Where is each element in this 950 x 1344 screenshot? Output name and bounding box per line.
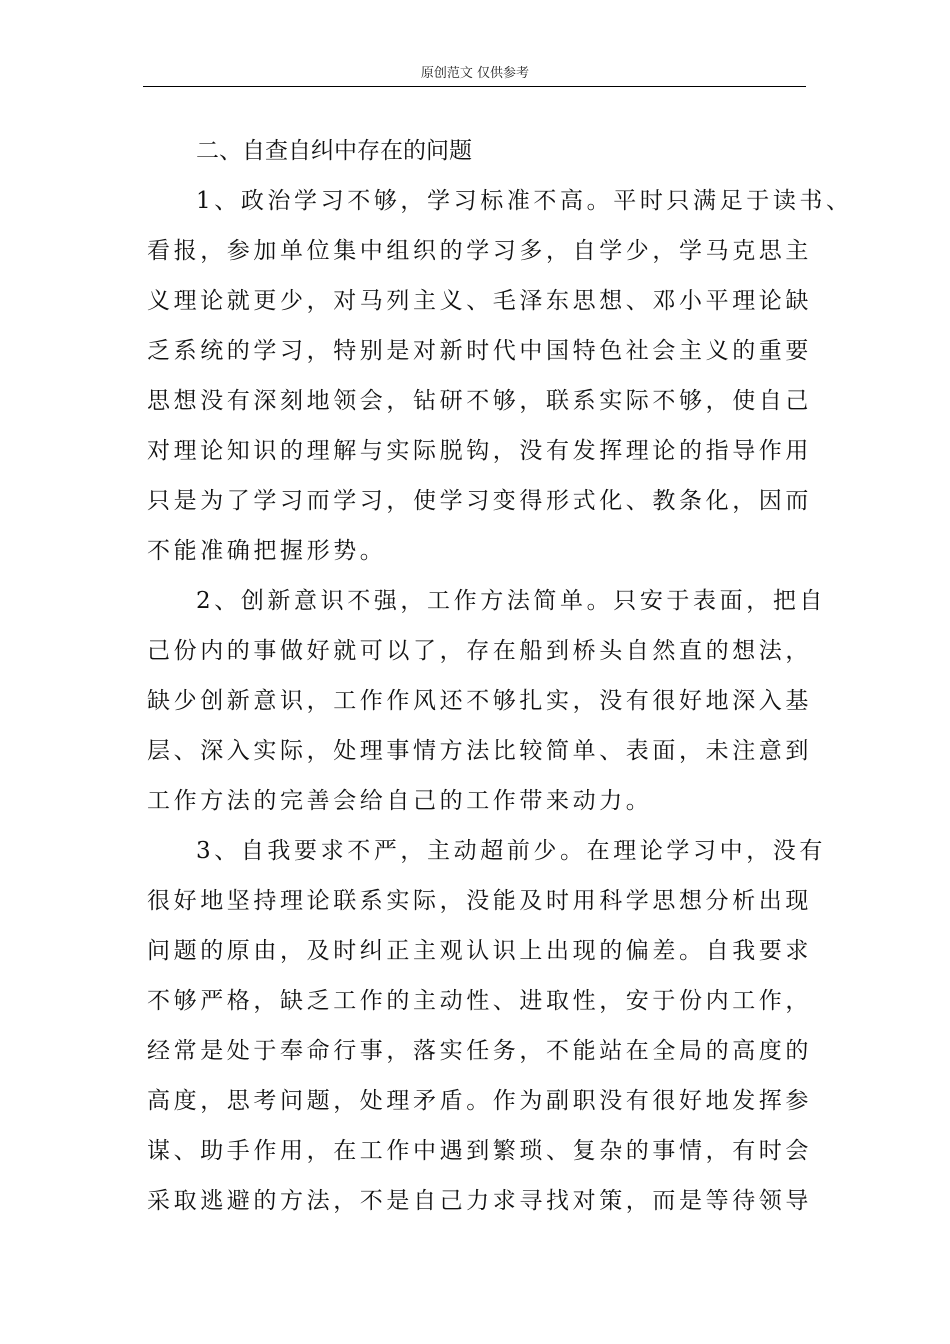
paragraph-3-line: 不够严格，缺乏工作的主动性、进取性，安于份内工作， xyxy=(147,988,812,1014)
paragraph-2-line: 2、创新意识不强，工作方法简单。只安于表面，把自 xyxy=(196,588,827,614)
paragraph-3-line: 3、自我要求不严，主动超前少。在理论学习中，没有 xyxy=(196,838,827,864)
paragraph-3-line: 问题的原由，及时纠正主观认识上出现的偏差。自我要求 xyxy=(147,938,812,964)
paragraph-3-line: 经常是处于奉命行事，落实任务，不能站在全局的高度的 xyxy=(147,1038,812,1064)
paragraph-1-line: 只是为了学习而学习，使学习变得形式化、教条化，因而 xyxy=(147,488,812,514)
paragraph-1-line: 看报，参加单位集中组织的学习多，自学少，学马克思主 xyxy=(147,238,812,264)
paragraph-1-line: 1、政治学习不够，学习标准不高。平时只满足于读书、 xyxy=(196,188,853,214)
paragraph-1-line: 乏系统的学习，特别是对新时代中国特色社会主义的重要 xyxy=(147,338,812,364)
paragraph-2-line: 层、深入实际，处理事情方法比较简单、表面，未注意到 xyxy=(147,738,812,764)
paragraph-1-line: 思想没有深刻地领会，钻研不够，联系实际不够，使自己 xyxy=(147,388,812,414)
paragraph-3-line: 谋、助手作用，在工作中遇到繁琐、复杂的事情，有时会 xyxy=(147,1138,812,1164)
paragraph-3-line: 高度，思考问题，处理矛盾。作为副职没有很好地发挥参 xyxy=(147,1088,812,1114)
paragraph-1-line: 对理论知识的理解与实际脱钩，没有发挥理论的指导作用 xyxy=(147,438,812,464)
header-divider xyxy=(143,86,806,87)
paragraph-1-line: 不能准确把握形势。 xyxy=(147,538,387,564)
paragraph-3-line: 采取逃避的方法，不是自己力求寻找对策，而是等待领导 xyxy=(147,1188,812,1214)
paragraph-2-line: 缺少创新意识，工作作风还不够扎实，没有很好地深入基 xyxy=(147,688,812,714)
paragraph-2-line: 工作方法的完善会给自己的工作带来动力。 xyxy=(147,788,653,814)
paragraph-2-line: 己份内的事做好就可以了，存在船到桥头自然直的想法， xyxy=(147,638,812,664)
page-header: 原创范文 仅供参考 xyxy=(420,66,530,81)
paragraph-3-line: 很好地坚持理论联系实际，没能及时用科学思想分析出现 xyxy=(147,888,812,914)
section-heading: 二、自查自纠中存在的问题 xyxy=(196,138,472,164)
paragraph-1-line: 义理论就更少，对马列主义、毛泽东思想、邓小平理论缺 xyxy=(147,288,812,314)
